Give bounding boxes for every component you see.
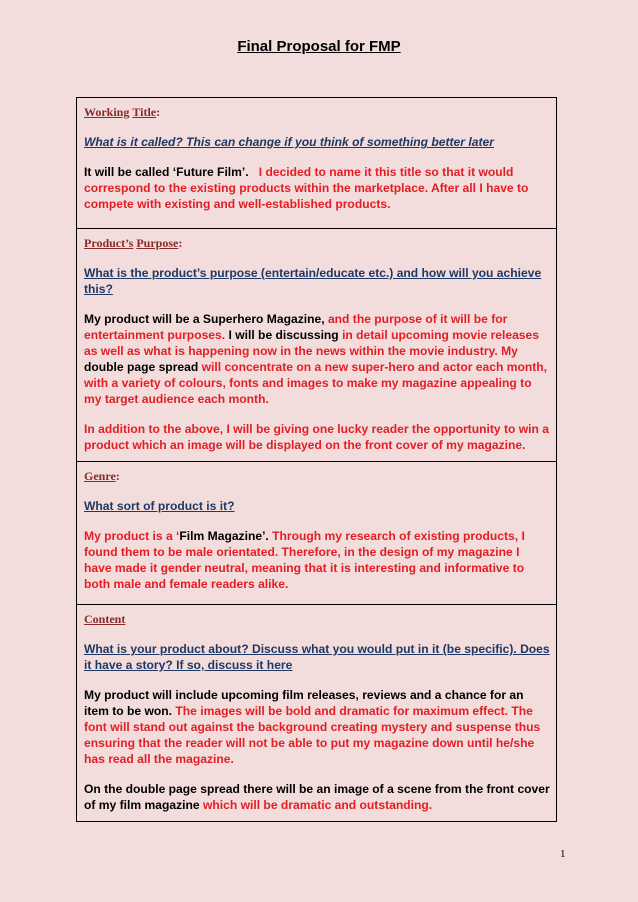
purpose-cell bbox=[77, 229, 557, 462]
genre-label: Genre: bbox=[84, 469, 120, 483]
purpose-answer-1: My product will be a Superhero Magazine, and the purpose of it will be for entertainment purposes. I will be discussing in detail upcoming movie releases as well as what is happening now in the news within the movie industry. My double page spread will concentrate on a new super-hero and actor each month, with a variety of colours, fonts and images to make my magazine appealing to my target audience each month. bbox=[84, 312, 548, 406]
content-row bbox=[77, 605, 557, 822]
genre-row bbox=[77, 462, 557, 605]
content-answer-2: On the double page spread there will be an image of a scene from the front cover of my film magazine which will be dramatic and outstanding. bbox=[84, 782, 550, 812]
genre-answer: My product is a ‘Film Magazine’. Through my research of existing products, I found them to be male orientated. Therefore, in the design of my magazine I have made it gender neutral, meaning that it is interesting and informative to both male and female readers alike. bbox=[84, 529, 525, 591]
genre-question: What sort of product is it? bbox=[84, 499, 235, 513]
content-answer-1: My product will include upcoming film releases, reviews and a chance for an item to be won. The images will be bold and dramatic for maximum effect. The font will stand out against the background creating mystery and suspense thus ensuring that the reader will not be able to put my magazine down until he/she has read all the magazine. bbox=[84, 688, 541, 766]
purpose-label: Product’s Purpose: bbox=[84, 236, 183, 250]
purpose-question: What is the product’s purpose (entertain/educate etc.) and how will you achieve this? bbox=[84, 266, 542, 296]
content-label: Content bbox=[84, 612, 126, 626]
page-title: Final Proposal for FMP bbox=[237, 38, 401, 55]
working-title-cell bbox=[77, 98, 557, 229]
purpose-answer-2: In addition to the above, I will be giving one lucky reader the opportunity to win a product which an image will be displayed on the front cover of my magazine. bbox=[84, 422, 549, 452]
working-title-row bbox=[77, 98, 557, 229]
content-question: What is your product about? Discuss what you would put in it (be specific). Does it have a story? If so, discuss it here bbox=[84, 642, 550, 672]
page-number: 1 bbox=[560, 848, 566, 860]
genre-cell bbox=[77, 462, 557, 605]
purpose-row bbox=[77, 229, 557, 462]
working-title-label: Working Title: bbox=[84, 105, 161, 119]
proposal-table bbox=[76, 97, 557, 822]
content-cell bbox=[77, 605, 557, 822]
working-title-question: What is it called? This can change if you think of something better later bbox=[84, 135, 494, 149]
working-title-answer: It will be called ‘Future Film’. I decided to name it this title so that it would correspond to the existing products within the marketplace. After all I have to compete with existing and well-established products. bbox=[84, 165, 529, 211]
